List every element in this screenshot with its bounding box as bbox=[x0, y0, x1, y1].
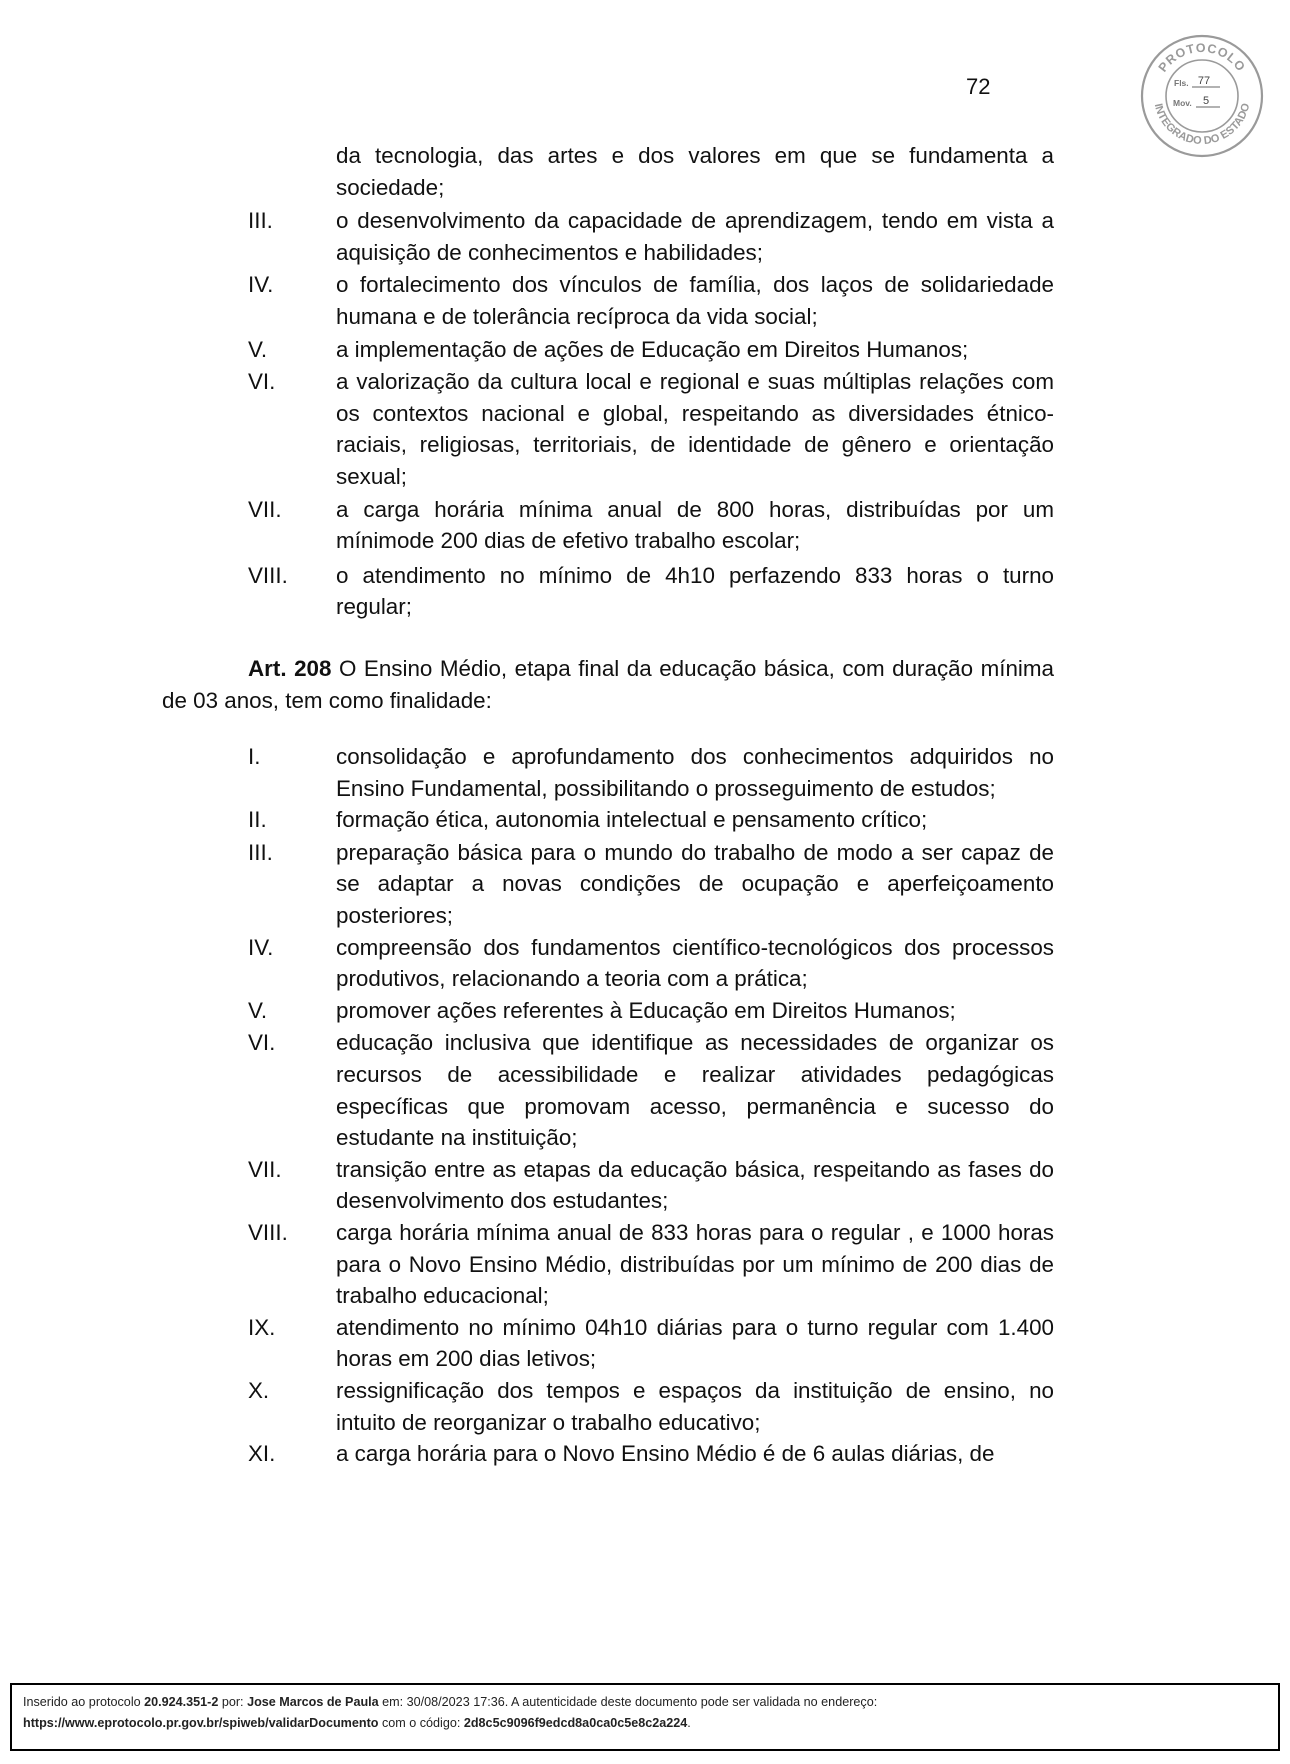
item-text: compreensão dos fundamentos científico-tecnológicos dos processos produtivos, relacionando a teoria com a prática; bbox=[336, 934, 1054, 992]
item-number: VII. bbox=[248, 496, 282, 522]
item-number: II. bbox=[248, 807, 267, 833]
article-208 bbox=[162, 653, 1054, 716]
item-text: promover ações referentes à Educação em Direitos Humanos; bbox=[336, 997, 956, 1023]
list-item bbox=[162, 560, 1054, 623]
list-item bbox=[162, 837, 1054, 932]
stamp-fls-label: Fls. bbox=[1174, 78, 1189, 88]
item-text: educação inclusiva que identifique as necessidades de organizar os recursos de acessibilidade e realizar atividades pedagógicas específicas que promovam acesso, permanência e sucesso do estudante na instituição; bbox=[336, 1030, 1054, 1151]
item-number: IV. bbox=[248, 272, 274, 298]
validation-code: 2d8c5c9096f9edcd8a0ca0c5e8c2a224 bbox=[463, 1716, 688, 1730]
validation-url[interactable]: https://www.eprotocolo.pr.gov.br/spiweb/validarDocumento bbox=[23, 1716, 379, 1730]
authentication-footer bbox=[10, 1683, 1280, 1751]
item-number: VIII. bbox=[248, 1220, 288, 1245]
stamp-mov-label: Mov. bbox=[1173, 98, 1192, 108]
item-number: IV. bbox=[248, 934, 274, 960]
list-item bbox=[162, 741, 1054, 804]
continuation-text: da tecnologia, das artes e dos valores em que se fundamenta a sociedade; bbox=[336, 143, 1054, 200]
list-item bbox=[162, 1217, 1054, 1312]
item-text: carga horária mínima anual de 833 horas para o regular , e 1000 horas para o Novo Ensino Médio, distribuídas por um mínimo de 200 dias de trabalho educacional; bbox=[336, 1220, 1054, 1309]
list-item bbox=[162, 1154, 1054, 1217]
stamp-mov-value: 5 bbox=[1202, 95, 1210, 107]
list-item bbox=[162, 269, 1054, 332]
item-number: III. bbox=[248, 839, 273, 865]
item-number: X. bbox=[248, 1377, 270, 1403]
item-text: o fortalecimento dos vínculos de família, dos laços de solidariedade humana e de tolerância recíproca da vida social; bbox=[336, 272, 1054, 329]
list-item bbox=[162, 1375, 1054, 1438]
list-item bbox=[162, 932, 1054, 995]
item-number: IX. bbox=[248, 1314, 276, 1340]
article-label: Art. 208 bbox=[248, 655, 332, 681]
item-text: a valorização da cultura local e regional e suas múltiplas relações com os contextos nacional e global, respeitando as diversidades étnico-raciais, religiosas, territoriais, de identidade de gênero e orientação sexual; bbox=[336, 369, 1054, 489]
article-text: O Ensino Médio, etapa final da educação básica, com duração mínima de 03 anos, tem como finalidade: bbox=[162, 655, 1054, 713]
item-number: V. bbox=[248, 336, 268, 362]
item-text: ressignificação dos tempos e espaços da instituição de ensino, no intuito de reorganizar o trabalho educativo; bbox=[336, 1377, 1054, 1435]
item-text: o desenvolvimento da capacidade de aprendizagem, tendo em vista a aquisição de conhecimentos e habilidades; bbox=[336, 208, 1054, 265]
page-number: 72 bbox=[966, 74, 991, 99]
list-item bbox=[162, 804, 1054, 836]
item-text: a carga horária para o Novo Ensino Médio é de 6 aulas diárias, de bbox=[336, 1441, 995, 1467]
list-item bbox=[162, 1438, 1054, 1470]
item-text: o atendimento no mínimo de 4h10 perfazendo 833 horas o turno regular; bbox=[336, 562, 1054, 620]
footer-text: . bbox=[687, 1716, 691, 1730]
item-text: a implementação de ações de Educação em Direitos Humanos; bbox=[336, 336, 969, 362]
list-1 bbox=[162, 205, 1054, 623]
list-item bbox=[162, 1027, 1054, 1153]
item-text: a carga horária mínima anual de 800 horas, distribuídas por um mínimode 200 dias de efetivo trabalho escolar; bbox=[336, 496, 1054, 554]
footer-text: Inserido ao protocolo bbox=[23, 1695, 145, 1709]
item-number: VI. bbox=[248, 369, 276, 395]
list-item bbox=[162, 494, 1054, 557]
list-item bbox=[162, 995, 1054, 1027]
list-item bbox=[162, 1312, 1054, 1375]
item-number: III. bbox=[248, 208, 273, 234]
item-number: VI. bbox=[248, 1030, 276, 1056]
list-item bbox=[162, 334, 1054, 366]
stamp-top-text: PROTOCOLO bbox=[1155, 40, 1249, 75]
item-text: preparação básica para o mundo do trabalho de modo a ser capaz de se adaptar a novas condições de ocupação e aperfeiçoamento posteriores; bbox=[336, 839, 1054, 929]
list-2 bbox=[162, 741, 1054, 1470]
protocol-stamp bbox=[1140, 34, 1264, 158]
svg-text:INTEGRADO DO ESTADO bbox=[1152, 102, 1253, 148]
list-item bbox=[162, 205, 1054, 268]
list-item bbox=[162, 366, 1054, 492]
footer-text: em: 30/08/2023 17:36. A autenticidade deste documento pode ser validada no endereço: bbox=[378, 1695, 878, 1709]
author-name: Jose Marcos de Paula bbox=[247, 1695, 379, 1709]
item-number: VII. bbox=[248, 1156, 282, 1182]
footer-line-1 bbox=[23, 1692, 1278, 1713]
item-number: VIII. bbox=[248, 562, 288, 588]
item-text: transição entre as etapas da educação básica, respeitando as fases do desenvolvimento dos estudantes; bbox=[336, 1156, 1054, 1214]
item-text: formação ética, autonomia intelectual e pensamento crítico; bbox=[336, 807, 928, 833]
footer-line-2 bbox=[23, 1713, 1278, 1734]
footer-text: por: bbox=[218, 1695, 248, 1709]
item-number: XI. bbox=[248, 1441, 276, 1467]
stamp-bottom-text: INTEGRADO DO ESTADO bbox=[1151, 102, 1253, 148]
item-text: consolidação e aprofundamento dos conhecimentos adquiridos no Ensino Fundamental, possibilitando o prosseguimento de estudos; bbox=[336, 744, 1054, 801]
item-number: I. bbox=[248, 744, 261, 770]
footer-text: com o código: bbox=[378, 1716, 464, 1730]
document-body bbox=[162, 140, 1054, 1470]
item-number: V. bbox=[248, 997, 268, 1023]
protocol-number: 20.924.351-2 bbox=[144, 1695, 219, 1709]
item-text: atendimento no mínimo 04h10 diárias para o turno regular com 1.400 horas em 200 dias letivos; bbox=[336, 1314, 1054, 1372]
stamp-fls-value: 77 bbox=[1197, 75, 1211, 87]
